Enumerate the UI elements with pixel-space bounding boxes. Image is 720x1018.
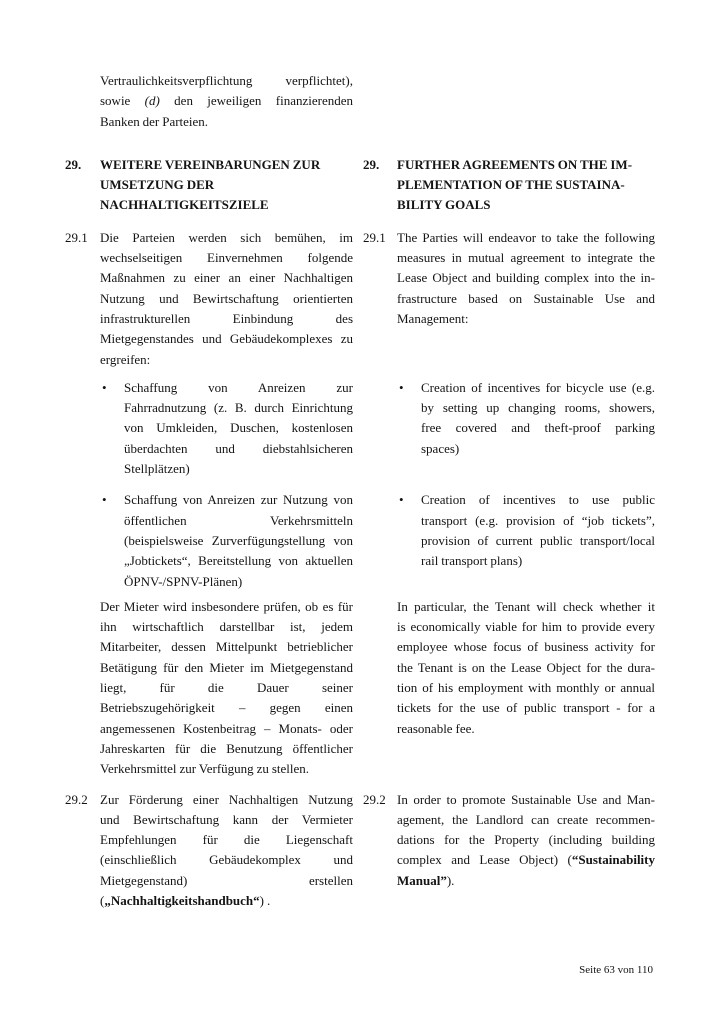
- text-line: PLEMENTATION OF THE SUSTAINA-: [397, 177, 625, 193]
- text-line: Mitarbeiter, dessen Mittelpunkt betrieblicher: [100, 639, 353, 655]
- text-line: von Umkleiden, Duschen, kostenlosen: [124, 420, 353, 436]
- text-line: Betätigung für den Mieter im Mietgegenstand: [100, 659, 353, 675]
- text-line: Die Parteien werden sich bemühen, im: [100, 229, 353, 245]
- text-line: Zur Förderung einer Nachhaltigen Nutzung: [100, 791, 353, 807]
- text-line: Creation of incentives to use public: [421, 492, 655, 508]
- bullet-text-en: [421, 490, 655, 571]
- clause-29-1-row: [65, 228, 655, 370]
- text-line: by setting up changing rooms, showers,: [421, 400, 655, 416]
- clause-number-en: 29.2: [363, 791, 386, 807]
- bullet-item-de: [100, 490, 353, 591]
- text-line: provision of current public transport/local: [421, 532, 655, 548]
- text-line: Empfehlungen für die Liegenschaft: [100, 832, 353, 848]
- clause-29-2-paragraph-de: [100, 790, 353, 912]
- text-line: ÖPNV-/SPNV-Plänen): [124, 573, 243, 589]
- text-line: free covered and theft-proof parking: [421, 420, 655, 436]
- text-line: BILITY GOALS: [397, 197, 491, 213]
- clause-number-de: 29.2: [65, 791, 88, 807]
- text-line: NACHHALTIGKEITSZIELE: [100, 197, 269, 213]
- bullet-text-de: [124, 378, 353, 479]
- tenant-paragraph-de: [100, 597, 353, 780]
- text-line: Stellplätzen): [124, 461, 190, 477]
- continuation-paragraph-en-empty: [397, 71, 655, 72]
- text-line: reasonable fee.: [397, 720, 475, 736]
- text-line: Nutzung und Bewirtschaftung orientierten: [100, 290, 353, 306]
- bullet-item-en: [397, 378, 655, 459]
- clause-29-1-paragraph-en: [397, 228, 655, 329]
- text-line: Jahreskarten für die Benutzung öffentlicher: [100, 740, 353, 756]
- text-line: („Nachhaltigkeitshandbuch“) .: [100, 892, 271, 908]
- text-line: rail transport plans): [421, 553, 523, 569]
- text-line: Fahrradnutzung (z. B. durch Einrichtung: [124, 400, 353, 416]
- text-line: „Jobtickets“, Bereitstellung von aktuellen: [124, 553, 353, 569]
- text-line: The Parties will endeavor to take the following: [397, 229, 655, 245]
- bullet-icon: •: [102, 379, 107, 395]
- text-line: tickets for the use of public transport - for a: [397, 700, 655, 716]
- section-number-de: 29.: [65, 156, 82, 172]
- text-line: UMSETZUNG DER: [100, 177, 215, 193]
- text-line: WEITERE VEREINBARUNGEN ZUR: [100, 156, 321, 172]
- text-line: agement, the Landlord can create recommen-: [397, 811, 655, 827]
- bullet-icon: •: [102, 492, 107, 508]
- text-line: Lease Object and building complex into the in-: [397, 270, 655, 286]
- page-footer: Seite 63 von 110: [579, 964, 653, 976]
- text-line: transport (e.g. provision of “job tickets”,: [421, 512, 655, 528]
- text-line: employee whose focus of business activity for: [397, 639, 655, 655]
- bullet-text-de: [124, 490, 353, 591]
- text-line: (einschließlich Gebäudekomplex und: [100, 852, 353, 868]
- text-line: und Bewirtschaftung kann der Vermieter: [100, 811, 353, 827]
- text-line: In order to promote Sustainable Use and Man-: [397, 791, 655, 807]
- text-line: spaces): [421, 440, 460, 456]
- text-line: dations for the Property (including building: [397, 832, 655, 848]
- section-heading-row: [65, 155, 655, 216]
- bullet-row-bicycle: [65, 378, 655, 479]
- text-line: (beispielsweise Zurverfügungstellung von: [124, 532, 353, 548]
- continuation-row: [65, 71, 655, 132]
- text-line: Mietgegenstand) erstellen: [100, 872, 353, 888]
- text-line: sowie (d) den jeweiligen finanzierenden: [100, 93, 354, 109]
- text-line: Mietgegenstandes und Gebäudekomplexes zu: [100, 331, 353, 347]
- text-line: Banken der Parteien.: [100, 113, 209, 129]
- continuation-paragraph-de: [100, 71, 353, 132]
- section-heading-en: [397, 155, 655, 216]
- clause-number-de: 29.1: [65, 229, 88, 245]
- bullet-item-en: [397, 490, 655, 571]
- text-line: Creation of incentives for bicycle use (e.g.: [421, 379, 655, 395]
- text-line: angemessenen Kostenbeitrag – Monats- oder: [100, 720, 353, 736]
- text-line: wechselseitigen Einvernehmen folgende: [100, 250, 353, 266]
- text-line: Schaffung von Anreizen zur: [124, 379, 353, 395]
- text-line: Betriebszugehörigkeit – gegen einen: [100, 700, 353, 716]
- clause-29-2-row: [65, 790, 655, 912]
- text-line: complex and Lease Object) (“Sustainability: [397, 852, 655, 868]
- text-line: Manual”).: [397, 872, 455, 888]
- clause-number-en: 29.1: [363, 229, 386, 245]
- text-line: öffentlichen Verkehrsmitteln: [124, 512, 353, 528]
- text-line: In particular, the Tenant will check whether it: [397, 598, 655, 614]
- section-number-en: 29.: [363, 156, 380, 172]
- text-line: FURTHER AGREEMENTS ON THE IM-: [397, 156, 633, 172]
- bullet-text-en: [421, 378, 655, 459]
- clause-29-1-paragraph-de: [100, 228, 353, 370]
- text-line: infrastrukturellen Einbindung des: [100, 310, 353, 326]
- text-line: measures in mutual agreement to integrate the: [397, 250, 655, 266]
- bullet-row-public-transport: [65, 490, 655, 591]
- text-line: Vertraulichkeitsverpflichtung verpflichtet),: [100, 73, 353, 88]
- text-line: Management:: [397, 310, 469, 326]
- text-line: liegt, für die Dauer seiner: [100, 680, 353, 696]
- text-line: Verkehrsmittel zur Verfügung zu stellen.: [100, 761, 310, 777]
- text-line: Schaffung von Anreizen zur Nutzung von: [124, 492, 353, 508]
- tenant-paragraph-en: [397, 597, 655, 739]
- text-line: is economically viable for him to provide every: [397, 619, 655, 635]
- text-line: Der Mieter wird insbesondere prüfen, ob es für: [100, 598, 353, 614]
- tenant-paragraph-row: [65, 597, 655, 780]
- text-line: überdachten und diebstahlsicheren: [124, 440, 353, 456]
- bullet-icon: •: [399, 492, 404, 508]
- bullet-icon: •: [399, 379, 404, 395]
- bullet-item-de: [100, 378, 353, 479]
- text-line: tion of his employment with monthly or annual: [397, 680, 655, 696]
- clause-29-2-paragraph-en: [397, 790, 655, 891]
- text-line: ergreifen:: [100, 351, 151, 367]
- text-line: the Tenant is on the Lease Object for the dura-: [397, 659, 655, 675]
- section-heading-de: [100, 155, 353, 216]
- text-line: ihn wirtschaftlich darstellbar ist, jedem: [100, 619, 353, 635]
- text-line: frastructure based on Sustainable Use and: [397, 290, 655, 306]
- text-line: Maßnahmen zu einer an einer Nachhaltigen: [100, 270, 353, 286]
